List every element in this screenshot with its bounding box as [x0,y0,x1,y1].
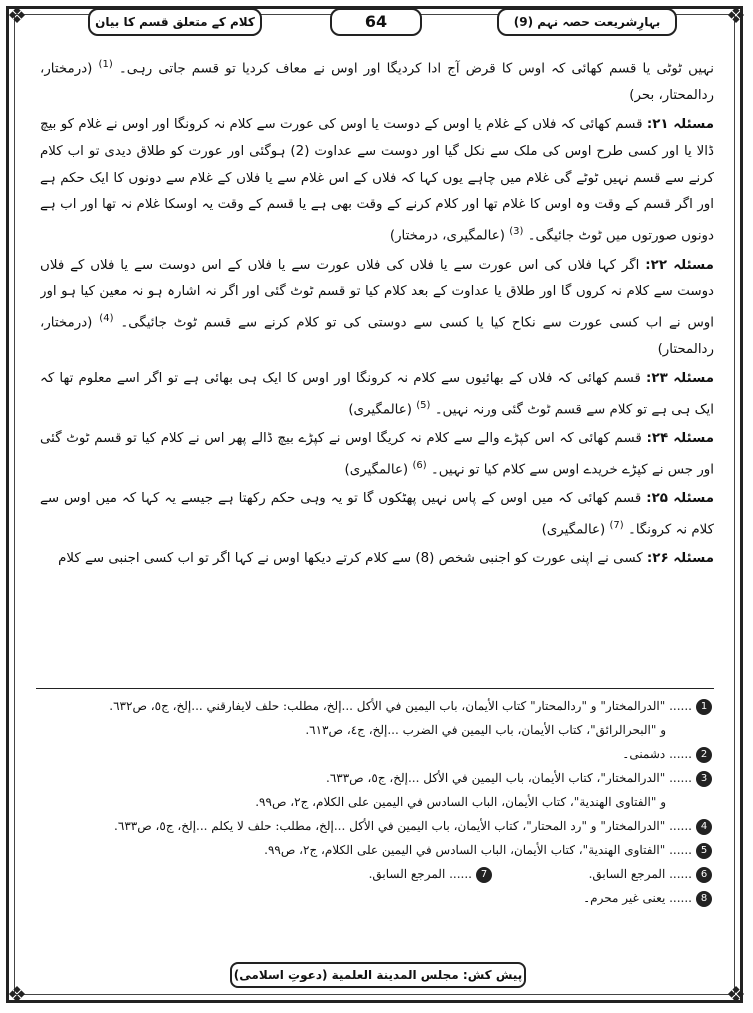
footnote: 1...... "الدرالمختار" و "ردالمحتار" كتاب الأيمان، باب اليمين في الأكل ...إلخ، مطلب: حلف لايفارقني ...إلخ، ج٥، ص٦٣٢. [40,694,712,718]
ornament-bottom-right-icon: ❖ [726,983,746,1008]
footnote-text: یعنی غیر محرم۔ [583,891,666,905]
footnotes [40,694,712,910]
paragraph [40,426,714,484]
footnote-text: "الدرالمختار" و "ردالمحتار" كتاب الأيمان، باب اليمين في الأكل ...إلخ، مطلب: حلف لايفارقني ...إلخ، ج٥، ص٦٣٢. [109,699,666,713]
publisher-footer: پیش کش: مجلس المدينة العلمية (دعوتِ اسلامی) [230,962,526,988]
paragraph-text: کسی نے اپنی عورت کو اجنبی شخص (8) سے کلام کرتے دیکھا اوس نے کہا اگر تو اب کسی اجنبی سے کلام [58,551,643,567]
source-reference: (عالمگیری) [344,462,409,478]
footnote-text: و "البحرالرائق"، كتاب الأيمان، باب اليمين في الضرب ...إلخ، ج٤، ص٦١٣. [305,723,666,737]
footnote-number: 6 [696,867,712,883]
footnote-number: 4 [696,819,712,835]
footnote-text: دشمنی۔ [622,747,666,761]
paragraph [40,112,714,250]
source-reference: (درمختار، ردالمحتار) [40,315,714,358]
masala-label: مسئلہ ۲۲: [645,257,714,273]
paragraph-text: قسم کھائی کہ فلاں کے بھائیوں سے کلام نہ کرونگا اور اوس کا ایک ہی بھائی ہے تو اگر اسے معلوم تھا کہ ایک ہی ہے تو کلام سے قسم ٹوٹ گئی ورنہ نہیں۔ [40,371,714,418]
ornament-top-right-icon: ❖ [726,4,746,29]
paragraph [40,546,714,573]
paragraph-text: قسم کھائی کہ اس کپڑے والے سے کلام نہ کریگا اوس نے کپڑے بیچ ڈالے پھر اس نے کلام کیا تو قسم ٹوٹ گئی اور جس نے کپڑے خریدے اوس سے کلام کیا تو نہیں۔ [40,431,714,478]
ornament-bottom-left-icon: ❖ [7,983,27,1008]
paragraph-text: نہیں ٹوٹی یا قسم کھائی کہ اوس کا قرض آج ادا کردیگا اور اوس نے معاف کردیا تو قسم جاتی رہی۔ [118,61,714,77]
footnote-text: "الدرالمختار"، كتاب الأيمان، باب اليمين في الأكل ...إلخ، ج٥، ص٦٣٣. [325,771,666,785]
footnote-marker: (6) [412,460,427,472]
footnote: 3...... "الدرالمختار"، كتاب الأيمان، باب اليمين في الأكل ...إلخ، ج٥، ص٦٣٣. [40,766,712,790]
footnote-number: 2 [696,747,712,763]
paragraph [40,253,714,365]
footnote: 5...... "الفتاوى الهندية"، كتاب الأيمان، الباب السادس في اليمين على الكلام، ج٢، ص٩٩. [40,838,712,862]
footnote: 4...... "الدرالمختار" و "رد المحتار"، كتاب الأيمان، باب اليمين في الأكل ...إلخ، مطلب: حلف لا يكلم ...إلخ، ج٥، ص٦٣٣. [40,814,712,838]
footnote-text: "الفتاوى الهندية"، كتاب الأيمان، الباب السادس في اليمين على الكلام، ج٢، ص٩٩. [264,843,666,857]
paragraph-text: قسم کھائی کہ میں اوس کے پاس نہیں پھٹکوں گا تو یہ وہی حکم رکھتا ہے جیسے یہ کہا کہ میں اوس سے کلام نہ کرونگا۔ [40,491,714,538]
footnote-marker: (1) [98,59,113,70]
masala-label: مسئلہ ۲۵: [646,491,714,507]
paragraph-text: اگر کہا فلاں کی اس عورت سے یا فلاں کی فلاں عورت سے یا فلاں کے اس دوست سے یا فلاں کے فلاں دوست سے کلام نہ کروں گا اور طلاق یا عداوت کے بعد کلام کیا تو قسم ٹوٹ گئی اور اگر نہ اشارہ ہو نہ معین کیا ہو اور اوس نے اب کسی عورت سے نکاح کیا یا کسی سے دوستی کی تو کلام کرنے سے قسم ٹوٹ جائیگی۔ [40,257,714,331]
masala-label: مسئلہ ۲۱: [646,117,714,133]
masala-label: مسئلہ ۲۶: [646,551,714,567]
footnote-text: و "الفتاوى الهندية"، كتاب الأيمان، الباب السادس في اليمين على الكلام، ج٢، ص٩٩. [255,795,666,809]
footnote-marker: (5) [416,399,431,411]
paragraph [40,52,714,110]
paragraph [40,366,714,424]
footnote-marker: (3) [509,226,524,238]
footnote-number: 5 [696,843,712,859]
paragraph [40,486,714,544]
footnote-marker: (4) [99,313,114,325]
page-number: 64 [330,8,422,36]
masala-label: مسئلہ ۲۳: [646,371,714,387]
source-reference: (عالمگیری) [541,522,606,538]
masala-label: مسئلہ ۲۴: [646,431,714,447]
source-reference: (عالمگیری، درمختار) [389,228,505,244]
footnote: 6...... المرجع السابق. 7...... المرجع السابق. [40,862,712,886]
footnote-number: 3 [696,771,712,787]
footnote-number: 7 [476,867,492,883]
footnote-text: المرجع السابق. [588,867,666,881]
footnote: 2...... دشمنی۔ [40,742,712,766]
footnote-marker: (7) [609,520,624,532]
source-reference: (درمختار، ردالمحتار، بحر) [40,61,714,104]
page-header [0,8,753,42]
book-title: بہارِشریعت حصہ نہم (9) [497,8,677,36]
footnote: 7...... المرجع السابق. [369,862,492,886]
source-reference: (عالمگیری) [348,402,412,418]
footnote-divider [36,688,714,689]
chapter-title: کلام کے متعلق قسم کا بیان [88,8,262,36]
footnote: 8...... یعنی غیر محرم۔ [40,886,712,910]
footnote [40,790,712,814]
footnote-text: "الدرالمختار" و "رد المحتار"، كتاب الأيمان، باب اليمين في الأكل ...إلخ، مطلب: حلف لا يكلم ...إلخ، ج٥، ص٦٣٣. [114,819,666,833]
footnote-number: 8 [696,891,712,907]
main-text [40,52,714,672]
paragraph-text: قسم کھائی کہ فلاں کے غلام یا اوس کے دوست یا اوس کی عورت سے کلام نہ کرونگا اور اوس نے غلام کو بیچ ڈالا یا اور کسی طرح اوس کی ملک سے نکل گیا اور دوست سے عداوت (2) ہوگئی اور عورت کو طلاق دیدی تو اب کلام کرنے سے قسم نہیں ٹوٹے گی غلام میں چاہے یوں کہا کہ فلاں کے اس غلام سے یا فلاں کے غلام سے دونوں کا ایک حکم ہے اور اگر قسم کے وقت وہ اوس کا غلام تھا اور کلام کرنے کے وقت بھی ہے یا قسم کے وقت یہ اوسکا غلام نہ تھا اور اب ہے دونوں صورتوں میں ٹوٹ جائیگی۔ [40,117,714,244]
footnote [40,718,712,742]
footnote-number: 1 [696,699,712,715]
footnote-text: المرجع السابق. [368,867,446,881]
ornament-top-left-icon: ❖ [7,4,27,29]
